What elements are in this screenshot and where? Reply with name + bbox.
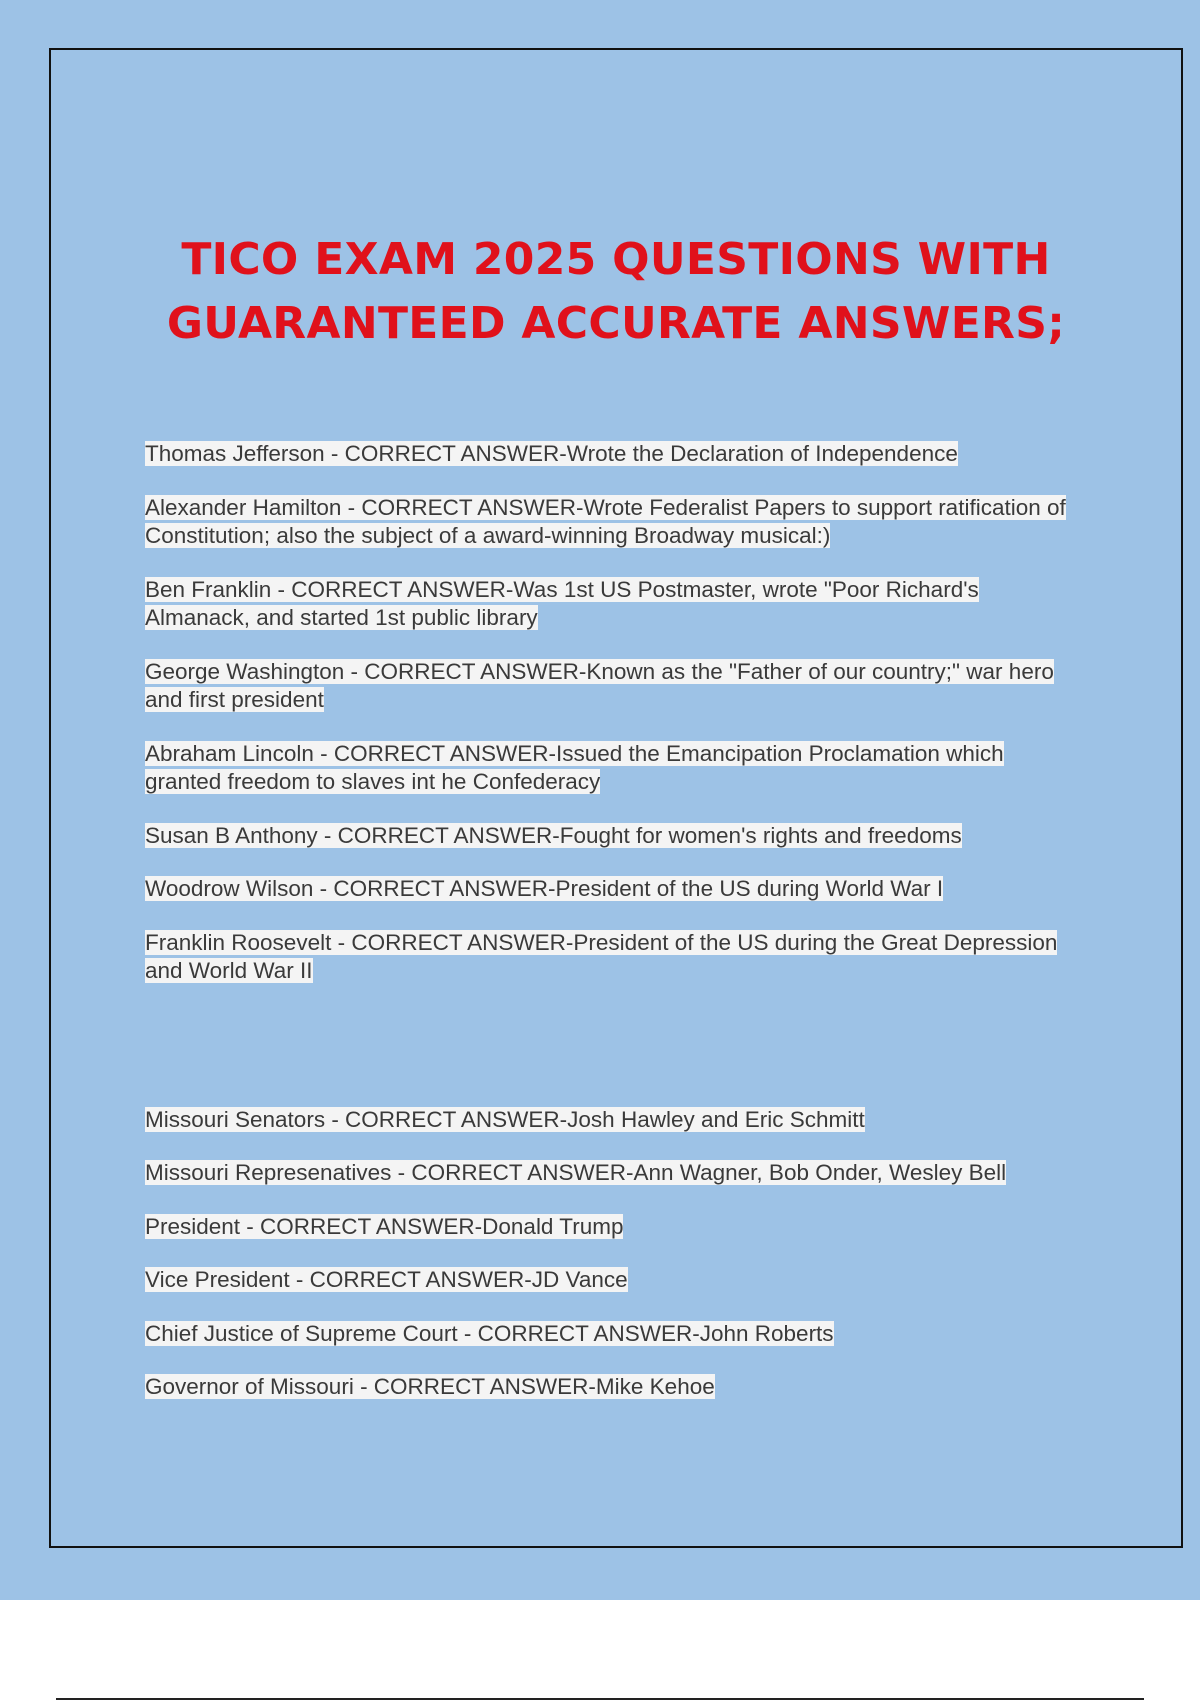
list-item [145,822,1085,851]
list-item [145,875,1085,904]
list-item [145,1373,1085,1402]
qa-text: Missouri Represenatives - CORRECT ANSWER-Ann Wagner, Bob Onder, Wesley Bell [145,1160,1007,1185]
title-line-1: TICO EXAM 2025 QUESTIONS WITH [181,234,1051,285]
list-item [145,440,1085,469]
list-item [145,1266,1085,1295]
qa-text: Ben Franklin - CORRECT ANSWER-Was 1st US Postmaster, wrote "Poor Richard's Almanack, and started 1st public library [145,576,979,630]
qa-text: Missouri Senators - CORRECT ANSWER-Josh Hawley and Eric Schmitt [145,1106,865,1132]
list-item [145,1320,1085,1349]
list-item [145,740,1085,797]
qa-text: Abraham Lincoln - CORRECT ANSWER-Issued the Emancipation Proclamation which granted freedom to slaves int he Confederacy [145,740,1004,794]
document-title [51,228,1181,356]
list-item [145,1106,1085,1135]
list-item [145,1213,1085,1242]
qa-text: Vice President - CORRECT ANSWER-JD Vance [145,1267,628,1292]
qa-text: Governor of Missouri - CORRECT ANSWER-Mike Kehoe [145,1374,715,1399]
list-item [145,576,1085,633]
qa-text: President - CORRECT ANSWER-Donald Trump [145,1213,624,1239]
title-line-2: GUARANTEED ACCURATE ANSWERS; [166,298,1066,349]
qa-text: Franklin Roosevelt - CORRECT ANSWER-President of the US during the Great Depression and World War II [145,929,1058,983]
list-item [145,494,1085,551]
qa-text: Alexander Hamilton - CORRECT ANSWER-Wrote Federalist Papers to support ratification of Constitution; also the subject of a award-winning Broadway musical:) [145,494,1066,548]
list-item [145,929,1085,986]
qa-text: Chief Justice of Supreme Court - CORRECT ANSWER-John Roberts [145,1320,834,1346]
qa-text: Woodrow Wilson - CORRECT ANSWER-President of the US during World War I [145,876,944,901]
qa-list [145,440,1085,1402]
qa-text: Susan B Anthony - CORRECT ANSWER-Fought for women's rights and freedoms [145,822,962,848]
qa-text: Thomas Jefferson - CORRECT ANSWER-Wrote the Declaration of Independence [145,441,958,466]
list-item [145,1159,1085,1188]
qa-text: George Washington - CORRECT ANSWER-Known as the "Father of our country;" war hero and first president [145,658,1054,712]
list-item [145,658,1085,715]
